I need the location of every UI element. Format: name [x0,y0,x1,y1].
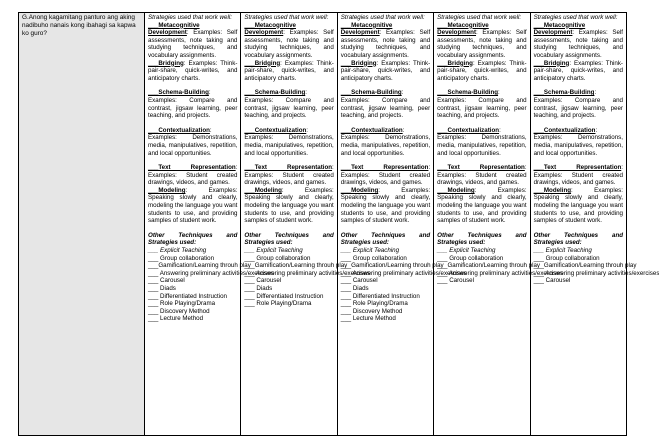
strategy-examples: : Examples: Think-pair-share, quick-writes, and anticipatory charts. [340,59,431,82]
strategy-label: ___Text Representation [533,164,622,172]
strategy-examples: : Examples: Student created drawings, videos, and games. [533,164,623,187]
strategy-examples: : Examples: Self assessments, note taking and studying techniques, and vocabulary assignments. [244,29,334,59]
strategies-header: Strategies used that work well: [244,14,329,21]
spacer [148,82,237,89]
strategy-examples: : Examples: Speaking slowly and clearly, modeling the language you want students to use, and providing samples of student work. [533,186,623,225]
strategy-label: ___Contextualization [148,126,210,134]
spacer [437,82,526,89]
spacer [148,157,237,164]
strategy-label: ___Bridging [244,59,281,67]
other-techniques-heading: Other Techniques and Strategies used: [340,231,431,247]
strategy-cell-3 [337,13,467,436]
strategy-block [437,127,526,157]
strategy-examples: : Examples: Speaking slowly and clearly, modeling the language you want students to use, and providing samples of student work. [148,186,238,225]
other-techniques-heading: Other Techniques and Strategies used: [533,231,623,247]
strategy-block [437,164,526,187]
checklist-item: ___ Differentiated Instruction [148,292,227,300]
checklist-item: ___ Carousel [340,277,378,285]
strategy-label: ___Schema-Building [244,89,306,97]
strategy-label: ___Modeling [437,186,475,194]
strategy-label: ___Bridging [148,59,184,67]
strategy-examples: : Examples: Compare and contrast, jigsaw learning, peer teaching, and projects. [437,89,527,120]
strategy-examples: : Examples: Compare and contrast, jigsaw learning, peer teaching, and projects. [148,89,238,120]
strategy-label: ___Modeling [340,186,379,194]
strategy-cell-4 [434,13,564,436]
strategy-examples: : Examples: Speaking slowly and clearly, modeling the language you want students to use, and providing samples of student work. [437,186,527,225]
strategy-label: ___Schema-Building [148,89,209,97]
checklist-item: ___ Role Playing/Drama [244,300,312,308]
strategy-block [341,164,430,187]
strategy-block [437,89,526,119]
strategy-examples: : Examples: Think-pair-share, quick-writes, and anticipatory charts. [244,59,334,82]
strategy-label: ___Bridging [533,59,570,67]
strategy-block [148,164,237,187]
checklist-item: ___ Diads [244,285,273,292]
strategy-block [244,60,333,83]
spacer [341,82,430,89]
strategy-block [244,127,333,157]
strategy-examples: : Examples: Student created drawings, videos, and games. [437,164,527,187]
strategy-examples: : Examples: Self assessments, note taking and studying techniques, and vocabulary assignments. [437,29,527,59]
spacer [244,225,333,232]
table-row [19,13,627,436]
checklist-item: ___ Diads [148,285,176,292]
checklist-item: ___ Carousel [437,277,474,285]
checklist-item: ___ Role Playing/Drama [148,300,216,308]
strategy-examples: : Examples: Demonstrations, media, manipulatives, repetition, and local opportunities. [148,126,238,157]
checklist-item: ___Gamification/Learning throuh play [437,262,541,270]
strategy-block [244,164,333,187]
strategy-examples: : Examples: Demonstrations, media, manipulatives, repetition, and local opportunities. [340,126,431,157]
spacer [244,157,333,164]
spacer [244,82,333,89]
strategy-label: ___Metacognitive Development [437,21,489,37]
strategy-cell-5 [530,13,659,436]
strategy-examples: : Examples: Compare and contrast, jigsaw learning, peer teaching, and projects. [533,89,623,120]
strategy-block [148,187,237,225]
strategy-label: ___Text Representation [437,164,525,172]
strategy-label: ___Contextualization [533,126,596,134]
strategies-header: Strategies used that work well: [437,14,522,21]
spacer [341,157,430,164]
checklist-item: ___ Explicit Teaching [437,247,496,255]
strategy-label: ___Metacognitive Development [533,21,586,37]
strategy-examples: : Examples: Demonstrations, media, manipulatives, repetition, and local opportunities. [244,126,334,157]
strategy-examples: : Examples: Self assessments, note taking and studying techniques, and vocabulary assignments. [340,29,431,59]
strategy-label: ___Metacognitive Development [340,21,393,37]
strategy-block [341,127,430,157]
strategy-label: ___Modeling [533,186,572,194]
strategy-block [244,89,333,119]
strategy-block [534,187,623,225]
checklist-item: ___ Lecture Method [148,315,204,323]
spacer [534,157,623,164]
strategy-label: ___Bridging [340,59,377,67]
strategy-examples: : Examples: Self assessments, note taking and studying techniques, and vocabulary assignments. [148,29,238,59]
question-text: G.Anong kagamitang panturo ang aking nadibuho nanais kong ibahagi sa kapwa ko guro? [22,14,136,37]
strategy-label: ___Text Representation [244,164,333,172]
strategy-block [341,187,430,225]
other-techniques-heading: Other Techniques and Strategies used: [148,231,238,247]
checklist-item: ___ Lecture Method [340,315,396,323]
checklist-item: ___ Explicit Teaching [533,247,592,255]
strategy-label: ___Modeling [244,186,282,194]
strategy-label: ___Schema-Building [437,89,499,97]
spacer [148,225,237,232]
strategy-label: ___Contextualization [437,126,500,134]
strategy-examples: : Examples: Student created drawings, videos, and games. [340,164,431,187]
strategy-block [148,22,237,60]
strategy-block [341,22,430,60]
strategy-cell-1 [145,13,274,436]
checklist-item: ___ Role Playing/Drama [340,300,408,308]
strategy-block [148,89,237,119]
strategy-label: ___Schema-Building [533,89,595,97]
strategy-block [244,22,333,60]
strategy-label: ___Bridging [437,59,473,67]
strategy-examples: : Examples: Demonstrations, media, manipulatives, repetition, and local opportunities. [437,126,527,157]
spacer [534,120,623,127]
strategy-block [534,22,623,60]
checklist-item: ___ Group collaboration [340,254,407,262]
checklist-item: ___ Discovery Method [148,307,210,315]
strategy-examples: : Examples: Student created drawings, videos, and games. [244,164,334,187]
spacer [437,225,526,232]
checklist-item: ___Gamification/Learning throuh play [340,262,444,270]
strategy-block [437,187,526,225]
strategy-label: ___Text Representation [148,164,236,172]
checklist-item: ___ Carousel [148,277,185,285]
checklist-item: ___ Explicit Teaching [244,247,303,255]
checklist-item: ___ Answering preliminary activities/exercises [340,269,467,277]
strategy-label: ___Text Representation [340,164,429,172]
spacer [437,157,526,164]
strategy-examples: : Examples: Demonstrations, media, manipulatives, repetition, and local opportunities. [533,126,623,157]
checklist-item: ___Gamification/Learning throuh play [148,262,251,270]
checklist-item: ___Gamification/Learning throuh play [533,262,637,270]
checklist-item: ___ Diads [340,285,369,292]
checklist-item: ___ Differentiated Instruction [340,292,420,300]
strategy-examples: : Examples: Think-pair-share, quick-writes, and anticipatory charts. [148,59,238,82]
strategy-label: ___Contextualization [340,126,403,134]
spacer [341,225,430,232]
strategy-block [341,60,430,83]
strategy-label: ___Modeling [148,186,186,194]
strategy-block [244,187,333,225]
strategy-label: ___Schema-Building [340,89,402,97]
checklist-item: ___ Group collaboration [533,254,600,262]
checklist-item: ___ Discovery Method [340,307,403,315]
strategy-block [437,22,526,60]
strategy-examples: : Examples: Student created drawings, videos, and games. [148,164,238,187]
spacer [341,120,430,127]
checklist-item: ___ Explicit Teaching [148,247,207,255]
checklist-item: ___Gamification/Learning throuh play [244,262,348,270]
checklist-item: ___ Carousel [244,277,282,285]
strategy-examples: : Examples: Speaking slowly and clearly, modeling the language you want students to use, and providing samples of student work. [340,186,431,225]
strategy-block [534,164,623,187]
checklist-item: ___ Answering preliminary activities/exercises [533,269,659,277]
strategies-table [18,12,659,436]
strategy-examples: : Examples: Think-pair-share, quick-writes, and anticipatory charts. [437,59,527,82]
checklist-item: ___ Carousel [533,277,571,285]
checklist-item: ___ Group collaboration [244,254,311,262]
spacer [534,82,623,89]
strategy-block [341,89,430,119]
strategy-block [148,127,237,157]
strategies-header: Strategies used that work well: [340,14,425,21]
strategy-block [534,60,623,83]
strategy-block [534,127,623,157]
spacer [244,120,333,127]
checklist-item: ___ Differentiated Instruction [244,292,324,300]
checklist-item: ___ Group collaboration [148,254,215,262]
strategy-examples: : Examples: Speaking slowly and clearly, modeling the language you want students to use, and providing samples of student work. [244,186,334,225]
checklist-item: ___ Group collaboration [437,254,504,262]
strategy-examples: : Examples: Think-pair-share, quick-writes, and anticipatory charts. [533,59,623,82]
spacer [534,225,623,232]
checklist-item: ___ Answering preliminary activities/exercises [148,269,274,277]
checklist-item: ___ Answering preliminary activities/exercises [437,269,564,277]
strategy-examples: : Examples: Compare and contrast, jigsaw learning, peer teaching, and projects. [244,89,334,120]
strategy-label: ___Contextualization [244,126,307,134]
strategy-examples: : Examples: Compare and contrast, jigsaw learning, peer teaching, and projects. [340,89,431,120]
strategy-label: ___Metacognitive Development [148,21,200,37]
other-techniques-heading: Other Techniques and Strategies used: [437,231,527,247]
checklist-item: ___ Explicit Teaching [340,247,400,255]
strategies-header: Strategies used that work well: [148,14,232,21]
strategy-label: ___Metacognitive Development [244,21,296,37]
strategy-block [534,89,623,119]
strategies-header: Strategies used that work well: [533,14,618,21]
spacer [148,120,237,127]
other-techniques-heading: Other Techniques and Strategies used: [244,231,334,247]
strategy-block [437,60,526,83]
spacer [437,120,526,127]
checklist-item: ___ Answering preliminary activities/exercises [244,269,371,277]
strategy-block [148,60,237,83]
strategy-examples: : Examples: Self assessments, note taking and studying techniques, and vocabulary assignments. [533,29,623,59]
question-cell [19,13,145,436]
